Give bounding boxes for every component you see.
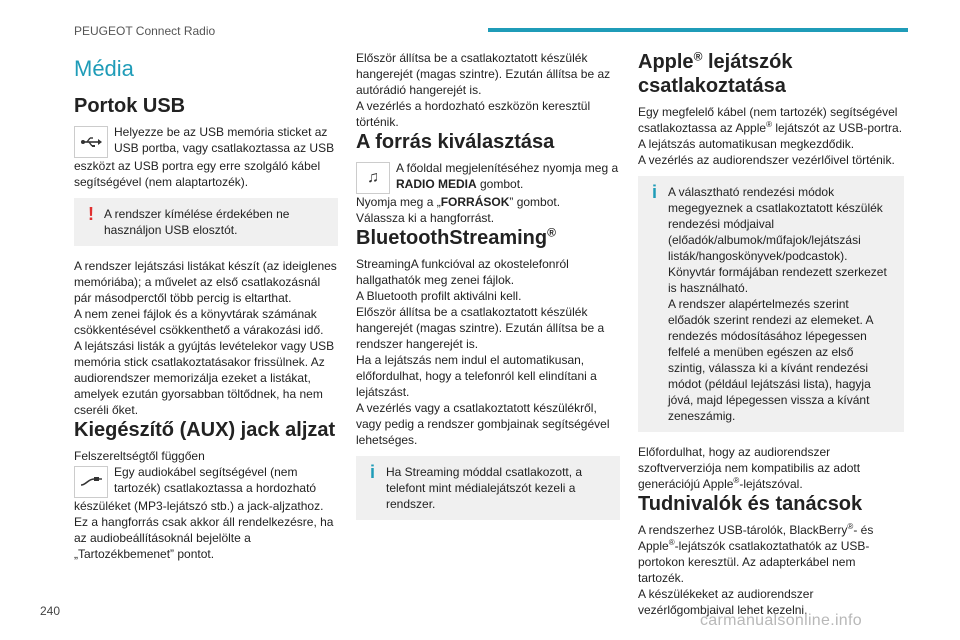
apple-info-note — [638, 176, 904, 432]
apple-text-4a: Előfordulhat, hogy az audiorendszer szoftververziója nem kompatibilis az adott generációjú Apple — [638, 445, 861, 491]
page-number: 240 — [40, 604, 61, 618]
apple-text-4 — [638, 444, 904, 492]
usb-warning-note — [74, 198, 338, 246]
usb-heading: Portok USB — [74, 95, 186, 117]
watermark: carmanualsonline.info — [700, 612, 862, 629]
radio-media-label: RADIO MEDIA — [396, 177, 477, 191]
aux-text-1a: Egy audiokábel segítségével (nem tartozék) csatlakoztassa a hordozható — [114, 465, 317, 495]
apple-heading — [638, 50, 904, 98]
tips-heading: Tudnivalók és tanácsok — [638, 493, 863, 515]
usb-text-1b: eszközt az USB portra egy erre szolgáló kábel segítségével (nem alaptartozék). — [74, 159, 321, 189]
source-text-3: Válassza ki a hangforrást. — [356, 211, 495, 225]
apple-text-1b: lejátszót az USB-portra. — [771, 121, 903, 135]
bt-text-1: StreamingA funkcióval az okostelefonról hallgathatók meg zenei fájlok. — [356, 257, 569, 287]
apple-text-1-sup: ® — [766, 120, 772, 129]
apple-info-text-2: A rendszer alapértelmezés szerint előadók szerint rendezi az elemeket. A rendezés módosításához lépegessen felfelé a menüben egészen az első szintig, válassza ki a kívánt rendezési módot (például lejátszási lista), hagyja jóvá, majd lépegessen vissza a kívánt zeneszámig. — [668, 297, 873, 423]
tips-text-1-sup2: ® — [668, 538, 675, 547]
usb-text-3: A nem zenei fájlok és a könyvtárak számának csökkentésével csökkenthető a várakozási idő. — [74, 307, 324, 337]
column-2 — [356, 50, 620, 532]
source-text-1c: gombot. — [476, 177, 524, 191]
tips-text-1b: - és Apple — [638, 523, 874, 553]
bt-text-5: A vezérlés vagy a csatlakoztatott készülékről, vagy pedig a rendszer gombjainak segítségével lehetséges. — [356, 401, 610, 447]
apple-heading-b: lejátszók csatlakoztatása — [638, 51, 793, 97]
bt-text-4: Ha a lejátszás nem indul el automatikusan, előfordulhat, hogy a telefonról kell elindítani a lejátszást. — [356, 353, 597, 399]
usb-warning-text: A rendszer kímélése érdekében ne használjon USB elosztót. — [104, 207, 290, 237]
bt-heading — [356, 226, 620, 250]
apple-text-4b: -lejátszóval. — [739, 477, 803, 491]
header-title: PEUGEOT Connect Radio — [74, 24, 216, 38]
usb-text-4: A lejátszási listák a gyújtás levételekor vagy USB memória stick csatlakoztatásakor frissülnek. Az audiorendszer memorizálja ezeket a listákat, amelyek ezután gyorsabban töltődnek, ha nem cseréli őket. — [74, 339, 335, 417]
apple-text-4-sup: ® — [733, 476, 740, 485]
bt-info-text: Ha Streaming móddal csatlakozott, a telefont mint médialejátszót kezeli a rendszer. — [386, 465, 583, 511]
info-icon: i — [370, 462, 376, 482]
source-instruction — [356, 160, 620, 194]
sources-label: FORRÁSOK — [440, 195, 510, 209]
source-text-1 — [396, 160, 620, 192]
source-heading: A forrás kiválasztása — [356, 131, 555, 153]
apple-text-3: A vezérlés az audiorendszer vezérlőivel történik. — [638, 153, 895, 167]
source-text-2a: Nyomja meg a „ — [356, 195, 441, 209]
bt-heading-sup: ® — [547, 225, 556, 240]
apple-text-1a: Egy megfelelő kábel (nem tartozék) segítségével csatlakoztassa az Apple — [638, 105, 898, 135]
aux-text-0: Felszereltségtől függően — [74, 449, 205, 463]
apple-heading-a: Apple — [638, 51, 694, 73]
usb-icon — [74, 126, 108, 158]
bt-text-2: A Bluetooth profilt aktiválni kell. — [356, 289, 522, 303]
aux-control-text: A vezérlés a hordozható eszközön keresztül történik. — [356, 99, 591, 129]
aux-text-1b: készüléket (MP3-lejátszó stb.) a jack-aljzathoz. — [74, 499, 324, 513]
source-text-1a: A főoldal megjelenítéséhez nyomja meg a — [396, 161, 619, 175]
source-text-2 — [356, 194, 620, 210]
usb-text-1a: Helyezze be az USB memória sticket az USB portba, vagy csatlakoztassa az USB — [114, 125, 335, 155]
tips-text-1c: -lejátszók csatlakoztathatók az USB-portokon keresztül. Az adapterkábel nem tartozék. — [638, 539, 870, 585]
bt-heading-text: BluetoothStreaming — [356, 227, 548, 249]
music-note-icon: ♫ — [356, 162, 390, 194]
usb-instruction — [74, 124, 338, 158]
aux-text-2: Ez a hangforrás csak akkor áll rendelkezésre, ha az audiobeállításoknál bejelölte a „Tartozékbemenet” pontot. — [74, 515, 334, 561]
tips-text-1-sup1: ® — [847, 522, 854, 531]
aux-instruction — [74, 464, 338, 498]
apple-text-2: A lejátszás automatikusan megkezdődik. — [638, 137, 855, 151]
source-text-2c: ” gombot. — [509, 195, 561, 209]
apple-text-1 — [638, 104, 904, 136]
bt-text-3: Először állítsa be a csatlakoztatott készülék hangerejét (magas szintre). Ezután állítsa be a rendszer hangerejét is. — [356, 305, 605, 351]
tips-text-2: A készülékeket az audiorendszer vezérlőgombjaival lehet kezelni. — [638, 587, 814, 617]
column-1 — [74, 50, 338, 562]
warning-icon: ! — [88, 204, 94, 224]
aux-volume-text: Először állítsa be a csatlakoztatott készülék hangerejét (magas szintre). Ezután állítsa be az autórádió hangerejét is. — [356, 51, 611, 97]
column-3 — [638, 50, 904, 618]
bt-info-note — [356, 456, 620, 520]
header-accent-bar — [488, 28, 908, 32]
aux-cable-icon — [74, 466, 108, 498]
apple-info-text-1: A választható rendezési módok megegyeznek a csatlakoztatott készülék rendezési módjaival (előadók/albumok/műfajok/lejátszási listák/hangoskönyvek/podcastok). Könyvtár formájában rendezett szerkezet is használható. — [668, 185, 887, 295]
apple-heading-sup: ® — [693, 49, 703, 64]
tips-text-1 — [638, 522, 904, 586]
tips-text-1a: A rendszerhez USB-tárolók, BlackBerry — [638, 523, 848, 537]
section-title: Média — [74, 56, 134, 81]
info-icon: i — [652, 182, 658, 202]
aux-heading: Kiegészítő (AUX) jack aljzat — [74, 419, 336, 441]
usb-text-2: A rendszer lejátszási listákat készít (az ideiglenes memóriába); a művelet az első csatlakozásnál pár másodperctől több percig is eltarthat. — [74, 259, 337, 305]
